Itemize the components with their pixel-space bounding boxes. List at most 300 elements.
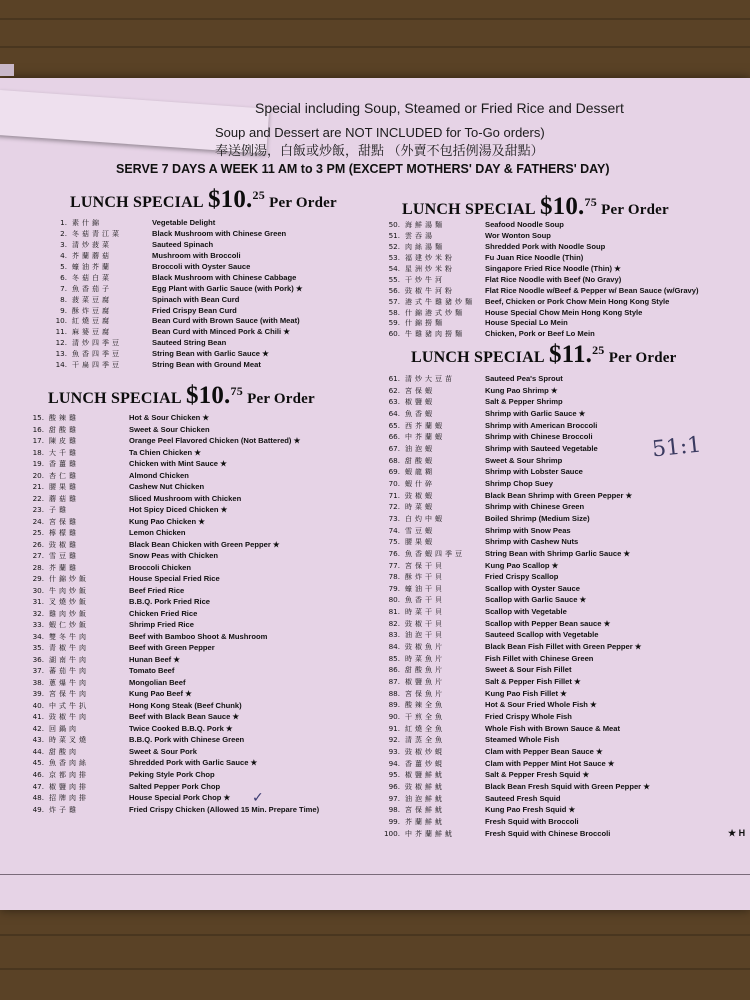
item-english-name: B.B.Q. Pork with Chinese Green — [129, 735, 245, 745]
item-number: 14. — [55, 360, 67, 370]
item-chinese-name: 香薑雞 — [49, 460, 79, 469]
item-english-name: Vegetable Delight — [152, 218, 216, 227]
menu-item — [378, 560, 650, 572]
menu-item — [378, 536, 650, 548]
item-chinese-name: 招牌肉排 — [49, 794, 89, 803]
menu-item — [378, 758, 650, 770]
item-number: 89. — [388, 700, 400, 710]
item-english-name: Shrimp with Cashew Nuts — [485, 537, 579, 547]
item-number: 65. — [388, 420, 400, 430]
item-chinese-name: 干扁四季豆 — [72, 361, 122, 370]
item-english-name: Singapore Fried Rice Noodle (Thin) ★ — [485, 263, 621, 273]
item-chinese-name: 什錦撈麵 — [405, 319, 445, 328]
section-price: $10. — [207, 186, 253, 213]
section-label: LUNCH SPECIAL — [48, 390, 182, 407]
section-label: LUNCH SPECIAL — [70, 194, 204, 211]
item-english-name: Hunan Beef ★ — [129, 654, 181, 664]
item-english-name: Cashew Nut Chicken — [129, 482, 205, 492]
menu-item — [22, 470, 319, 482]
section-label: LUNCH SPECIAL — [411, 349, 545, 366]
menu-item — [378, 264, 699, 275]
menu-item — [45, 251, 303, 262]
item-number: 48. — [32, 793, 44, 803]
menu-item — [22, 585, 319, 597]
menu-item — [22, 424, 319, 436]
item-chinese-name: 檸檬雞 — [49, 529, 79, 538]
item-english-name: Sauteed Scallop with Vegetable — [485, 630, 599, 640]
item-number: 53. — [388, 252, 400, 262]
item-chinese-name: 椒鹽肉排 — [49, 782, 89, 791]
item-chinese-name: 中芥蘭蝦 — [405, 433, 445, 442]
item-chinese-name: 香薑炒蜆 — [405, 759, 445, 768]
item-english-name: Sauteed Fresh Squid — [485, 793, 561, 803]
item-chinese-name: 豉椒牛河粉 — [405, 286, 455, 295]
item-chinese-name: 時菜叉燒 — [49, 736, 89, 745]
section-title-4 — [411, 341, 676, 369]
item-english-name: Clam with Pepper Mint Hot Sauce ★ — [485, 758, 615, 768]
menu-item — [378, 297, 699, 308]
menu-item — [45, 240, 303, 251]
item-chinese-name: 時菜蝦 — [405, 503, 435, 512]
menu-item — [378, 793, 650, 805]
section-1-items — [45, 218, 303, 371]
menu-item — [378, 606, 650, 618]
section-4-items — [378, 373, 650, 839]
section-label: LUNCH SPECIAL — [402, 201, 536, 218]
item-number: 3. — [60, 239, 67, 249]
item-chinese-name: 干炒牛河 — [405, 275, 445, 284]
item-chinese-name: 油泡干貝 — [405, 631, 445, 640]
menu-item — [378, 688, 650, 700]
item-number: 79. — [388, 583, 400, 593]
menu-item — [45, 229, 303, 240]
item-chinese-name: 宮保干貝 — [405, 561, 445, 570]
menu-item — [22, 435, 319, 447]
item-number: 87. — [388, 677, 400, 687]
item-chinese-name: 蠔油干貝 — [405, 584, 445, 593]
item-chinese-name: 時菜魚片 — [405, 654, 445, 663]
menu-item — [378, 318, 699, 329]
menu-item — [378, 548, 650, 560]
menu-item — [378, 443, 650, 455]
item-chinese-name: 魚香蝦 — [405, 409, 435, 418]
item-number: 57. — [388, 296, 400, 306]
menu-item — [45, 327, 303, 338]
item-chinese-name: 蝦仁炒飯 — [49, 621, 89, 630]
menu-item — [45, 316, 303, 327]
item-english-name: Hong Kong Steak (Beef Chunk) — [129, 700, 242, 710]
item-english-name: Mushroom with Broccoli — [152, 250, 241, 260]
item-chinese-name: 干煎全魚 — [405, 713, 445, 722]
item-number: 47. — [32, 781, 44, 791]
item-chinese-name: 紅燒全魚 — [405, 724, 445, 733]
item-number: 61. — [388, 374, 400, 383]
item-number: 92. — [388, 735, 400, 745]
item-english-name: String Bean with Shrimp Garlic Sauce ★ — [485, 548, 631, 558]
item-number: 56. — [388, 285, 400, 295]
menu-item — [378, 571, 650, 583]
header-line-2a: Soup and Dessert are NOT INCLUDED for To-Go orders) — [215, 125, 545, 140]
item-number: 93. — [388, 747, 400, 756]
section-title-3 — [402, 193, 669, 221]
item-chinese-name: 腰果雞 — [49, 483, 79, 492]
menu-item — [22, 539, 319, 551]
item-english-name: Scallop with Pepper Bean sauce ★ — [485, 618, 611, 628]
item-english-name: Chicken, Pork or Beef Lo Mein — [485, 329, 595, 339]
section-cents: 25 — [252, 188, 265, 202]
item-chinese-name: 豉椒炒蜆 — [405, 748, 445, 756]
item-number: 45. — [32, 758, 44, 768]
item-chinese-name: 甜酸蝦 — [405, 456, 435, 465]
item-number: 52. — [388, 241, 400, 251]
item-chinese-name: 清炒大豆苗 — [405, 375, 455, 383]
item-number: 72. — [388, 502, 400, 512]
item-chinese-name: 蔥爆牛肉 — [49, 678, 89, 687]
menu-item — [378, 804, 650, 816]
item-number: 40. — [32, 700, 44, 710]
item-english-name: Kung Pao Beef ★ — [129, 689, 192, 699]
item-english-name: Beef with Black Bean Sauce ★ — [129, 712, 240, 722]
item-number: 41. — [32, 712, 44, 722]
menu-item — [22, 550, 319, 562]
item-english-name: Bean Curd with Minced Pork & Chili ★ — [152, 327, 291, 337]
item-english-name: Kung Pao Fish Fillet ★ — [485, 688, 567, 698]
menu-item — [378, 629, 650, 641]
menu-item — [378, 396, 650, 408]
menu-item — [45, 262, 303, 273]
item-english-name: Fried Crispy Whole Fish — [485, 712, 572, 722]
item-chinese-name: 蠔油芥蘭 — [72, 262, 112, 271]
menu-item — [22, 781, 319, 793]
item-number: 18. — [32, 447, 44, 457]
item-english-name: Kung Pao Scallop ★ — [485, 560, 559, 570]
item-english-name: Fresh Squid with Broccoli — [485, 816, 579, 826]
item-number: 76. — [388, 548, 400, 558]
menu-item — [378, 816, 650, 828]
menu-item — [22, 665, 319, 677]
item-number: 33. — [32, 620, 44, 630]
item-number: 20. — [32, 470, 44, 480]
item-english-name: String Bean with Ground Meat — [152, 360, 261, 370]
item-chinese-name: 豉椒蝦 — [405, 491, 435, 500]
item-chinese-name: 冬菇白菜 — [72, 273, 112, 282]
item-chinese-name: 子雞 — [49, 506, 69, 515]
item-number: 83. — [388, 630, 400, 640]
item-number: 22. — [32, 493, 44, 503]
item-english-name: Kung Pao Fresh Squid ★ — [485, 805, 576, 815]
item-english-name: Clam with Pepper Bean Sauce ★ — [485, 747, 603, 756]
item-number: 49. — [32, 804, 44, 814]
section-title-1 — [70, 186, 337, 214]
item-number: 55. — [388, 274, 400, 284]
item-number: 44. — [32, 746, 44, 756]
item-number: 59. — [388, 318, 400, 328]
menu-item — [378, 513, 650, 525]
item-number: 96. — [388, 781, 400, 791]
menu-item — [378, 220, 699, 231]
item-chinese-name: 豉椒雞 — [49, 540, 79, 549]
item-chinese-name: 椒鹽蝦 — [405, 398, 435, 407]
item-english-name: Kung Pao Chicken ★ — [129, 516, 206, 526]
item-chinese-name: 杏仁雞 — [49, 471, 79, 480]
item-chinese-name: 宮保雞 — [49, 517, 79, 526]
menu-item — [378, 734, 650, 746]
menu-item — [22, 746, 319, 758]
item-english-name: Shrimp Chop Suey — [485, 478, 553, 488]
menu-item — [22, 804, 319, 816]
item-number: 50. — [388, 220, 400, 229]
menu-item — [378, 723, 650, 735]
item-english-name: Scallop with Garlic Sauce ★ — [485, 595, 587, 605]
item-chinese-name: 湖南牛肉 — [49, 655, 89, 664]
item-english-name: Sweet & Sour Shrimp — [485, 455, 563, 465]
item-chinese-name: 海鮮湯麵 — [405, 221, 445, 229]
item-chinese-name: 素什錦 — [72, 219, 102, 227]
item-english-name: Shrimp with Sauteed Vegetable — [485, 443, 598, 453]
menu-item — [378, 478, 650, 490]
menu-item — [22, 573, 319, 585]
item-number: 6. — [60, 272, 67, 282]
item-english-name: Salt & Pepper Fish Fillet ★ — [485, 677, 581, 687]
menu-item — [378, 408, 650, 420]
item-chinese-name: 芥蘭鮮魷 — [405, 817, 445, 826]
item-english-name: Spinach with Bean Curd — [152, 294, 240, 304]
menu-item — [22, 596, 319, 608]
menu-item — [22, 481, 319, 493]
item-english-name: Sauteed String Bean — [152, 338, 227, 348]
item-english-name: Sweet & Sour Fish Fillet — [485, 665, 572, 675]
item-chinese-name: 油泡鮮魷 — [405, 794, 445, 803]
item-english-name: Flat Rice Noodle with Beef (No Gravy) — [485, 274, 622, 284]
item-english-name: Beef with Bamboo Shoot & Mushroom — [129, 631, 268, 641]
menu-item — [22, 792, 319, 804]
item-english-name: Egg Plant with Garlic Sauce (with Pork) ★ — [152, 283, 303, 293]
edge-letter: ★ H — [728, 828, 746, 838]
paper-tack — [0, 64, 14, 76]
item-chinese-name: 陳皮雞 — [49, 437, 79, 446]
item-english-name: Whole Fish with Brown Sauce & Meat — [485, 723, 621, 733]
item-number: 21. — [32, 482, 44, 492]
menu-item — [378, 286, 699, 297]
item-english-name: Mongolian Beef — [129, 677, 186, 687]
menu-item — [22, 493, 319, 505]
menu-item — [22, 677, 319, 689]
menu-item — [378, 490, 650, 502]
item-number: 74. — [388, 525, 400, 535]
item-chinese-name: 時菜干貝 — [405, 608, 445, 617]
item-number: 91. — [388, 723, 400, 733]
item-chinese-name: 甜酸魚片 — [405, 666, 445, 675]
item-english-name: Wor Wonton Soup — [485, 230, 551, 240]
serve-hours: SERVE 7 DAYS A WEEK 11 AM to 3 PM (EXCEPT MOTHERS' DAY & FATHERS' DAY) — [116, 162, 610, 176]
menu-item — [22, 619, 319, 631]
item-english-name: Fu Juan Rice Noodle (Thin) — [485, 252, 584, 262]
item-number: 17. — [32, 436, 44, 446]
item-number: 62. — [388, 385, 400, 395]
item-english-name: Hot Spicy Diced Chicken ★ — [129, 505, 228, 515]
item-english-name: Shredded Pork with Garlic Sauce ★ — [129, 758, 258, 768]
item-number: 97. — [388, 793, 400, 803]
menu-item — [45, 218, 303, 229]
item-english-name: Fried Crispy Bean Curd — [152, 305, 237, 315]
item-number: 90. — [388, 712, 400, 722]
item-chinese-name: 椒鹽魚片 — [405, 678, 445, 687]
item-english-name: Beef Fried Rice — [129, 585, 185, 595]
menu-item — [378, 455, 650, 467]
item-number: 58. — [388, 307, 400, 317]
item-number: 7. — [60, 283, 67, 293]
menu-item — [378, 746, 650, 758]
item-chinese-name: 魚香四季豆 — [72, 350, 122, 359]
item-chinese-name: 清炒菠菜 — [72, 240, 112, 249]
menu-item — [45, 273, 303, 284]
item-chinese-name: 蝦龍糊 — [405, 468, 435, 477]
menu-item — [45, 284, 303, 295]
item-english-name: Black Bean Shrimp with Green Pepper ★ — [485, 490, 633, 500]
item-number: 94. — [388, 758, 400, 768]
menu-item — [22, 504, 319, 516]
item-number: 12. — [55, 338, 67, 348]
item-english-name: Boiled Shrimp (Medium Size) — [485, 513, 590, 523]
item-number: 32. — [32, 608, 44, 618]
item-number: 26. — [32, 539, 44, 549]
item-english-name: String Bean with Garlic Sauce ★ — [152, 349, 269, 359]
item-number: 2. — [60, 228, 67, 238]
item-english-name: Bean Curd with Brown Sauce (with Meat) — [152, 316, 300, 326]
item-chinese-name: 宮保鮮魷 — [405, 806, 445, 815]
menu-item — [378, 420, 650, 432]
item-chinese-name: 紅燒豆腐 — [72, 317, 112, 326]
item-chinese-name: 酥炸豆腐 — [72, 306, 112, 315]
item-chinese-name: 雙冬牛肉 — [49, 632, 89, 641]
item-english-name: Beef, Chicken or Pork Chow Mein Hong Kong Style — [485, 296, 670, 306]
item-number: 24. — [32, 516, 44, 526]
menu-item — [378, 781, 650, 793]
menu-item — [45, 306, 303, 317]
menu-item — [378, 329, 699, 340]
item-chinese-name: 京都肉排 — [49, 770, 89, 779]
section-cents: 75 — [230, 384, 243, 398]
item-chinese-name: 牛肉炒飯 — [49, 586, 89, 595]
item-chinese-name: 炸子雞 — [49, 805, 79, 814]
item-number: 25. — [32, 528, 44, 538]
item-english-name: Shredded Pork with Noodle Soup — [485, 241, 606, 251]
item-chinese-name: 蝦什碎 — [405, 479, 435, 488]
item-number: 29. — [32, 574, 44, 584]
item-chinese-name: 什錦炒飯 — [49, 575, 89, 584]
menu-item — [378, 253, 699, 264]
item-english-name: Orange Peel Flavored Chicken (Not Battered) ★ — [129, 436, 301, 446]
menu-item — [22, 688, 319, 700]
item-english-name: Sauteed Pea's Sprout — [485, 374, 563, 383]
menu-item — [22, 412, 319, 424]
item-chinese-name: 麻婆豆腐 — [72, 328, 112, 337]
item-english-name: Almond Chicken — [129, 470, 189, 480]
menu-item — [22, 654, 319, 666]
item-number: 67. — [388, 443, 400, 453]
menu-item — [22, 527, 319, 539]
item-number: 1. — [60, 218, 67, 227]
item-english-name: Ta Chien Chicken ★ — [129, 447, 202, 457]
menu-item — [378, 676, 650, 688]
menu-item — [45, 349, 303, 360]
item-number: 54. — [388, 263, 400, 273]
item-chinese-name: 豉椒魚片 — [405, 643, 445, 652]
item-number: 82. — [388, 618, 400, 628]
item-english-name: Shrimp Fried Rice — [129, 620, 194, 630]
menu-item — [378, 583, 650, 595]
item-chinese-name: 菠菜豆腐 — [72, 295, 112, 304]
menu-item — [22, 516, 319, 528]
item-english-name: Black Mushroom with Chinese Cabbage — [152, 272, 297, 282]
section-price: $10. — [539, 193, 585, 220]
handwritten-note: 51:1 — [650, 432, 703, 463]
menu-item — [378, 711, 650, 723]
item-chinese-name: 清蒸全魚 — [405, 736, 445, 745]
menu-item — [45, 338, 303, 349]
item-english-name: Tomato Beef — [129, 666, 175, 676]
menu-item — [378, 373, 650, 385]
item-chinese-name: 魚香蝦四季豆 — [405, 549, 465, 558]
item-number: 46. — [32, 769, 44, 779]
item-english-name: Sauteed Spinach — [152, 239, 214, 249]
item-chinese-name: 酸辣全魚 — [405, 701, 445, 710]
item-chinese-name: 雞肉炒飯 — [49, 609, 89, 618]
item-english-name: House Special Fried Rice — [129, 574, 220, 584]
item-chinese-name: 蘑菇雞 — [49, 494, 79, 503]
item-number: 100. — [383, 828, 400, 838]
item-english-name: Sliced Mushroom with Chicken — [129, 493, 242, 503]
item-chinese-name: 牛雞豬肉撈麵 — [405, 330, 465, 339]
item-english-name: Scallop with Vegetable — [485, 607, 567, 617]
section-per-order: Per Order — [608, 350, 677, 366]
item-chinese-name: 冬菇青江菜 — [72, 229, 122, 238]
menu-item — [22, 562, 319, 574]
section-title-2 — [48, 382, 315, 410]
item-number: 43. — [32, 735, 44, 745]
menu-item — [378, 385, 650, 397]
item-english-name: House Special Pork Chop ★ — [129, 793, 231, 803]
item-chinese-name: 椒鹽鮮魷 — [405, 771, 445, 780]
item-english-name: Fresh Squid with Chinese Broccoli — [485, 828, 611, 838]
item-number: 5. — [60, 261, 67, 271]
item-number: 34. — [32, 631, 44, 641]
item-chinese-name: 芥蘭蘑菇 — [72, 251, 112, 260]
item-chinese-name: 雪豆蝦 — [405, 526, 435, 535]
menu-item — [22, 447, 319, 459]
item-chinese-name: 雪豆雞 — [49, 552, 79, 561]
item-number: 84. — [388, 642, 400, 652]
item-chinese-name: 魚香肉絲 — [49, 759, 89, 768]
item-english-name: Black Bean Fish Fillet with Green Pepper ★ — [485, 642, 642, 652]
item-chinese-name: 叉燒炒飯 — [49, 598, 89, 607]
section-price: $11. — [548, 341, 593, 368]
item-number: 68. — [388, 455, 400, 465]
item-english-name: Fish Fillet with Chinese Green — [485, 653, 594, 663]
menu-item — [378, 231, 699, 242]
item-chinese-name: 福建炒米粉 — [405, 253, 455, 262]
item-chinese-name: 肉絲湯麵 — [405, 242, 445, 251]
item-number: 13. — [55, 349, 67, 359]
item-chinese-name: 酥炸干貝 — [405, 573, 445, 582]
item-english-name: Seafood Noodle Soup — [485, 220, 564, 229]
item-chinese-name: 西芥蘭蝦 — [405, 421, 445, 430]
item-english-name: Kung Pao Shrimp ★ — [485, 385, 558, 395]
item-number: 28. — [32, 562, 44, 572]
item-chinese-name: 豉椒牛肉 — [49, 713, 89, 722]
menu-item — [378, 242, 699, 253]
item-english-name: Snow Peas with Chicken — [129, 551, 219, 561]
